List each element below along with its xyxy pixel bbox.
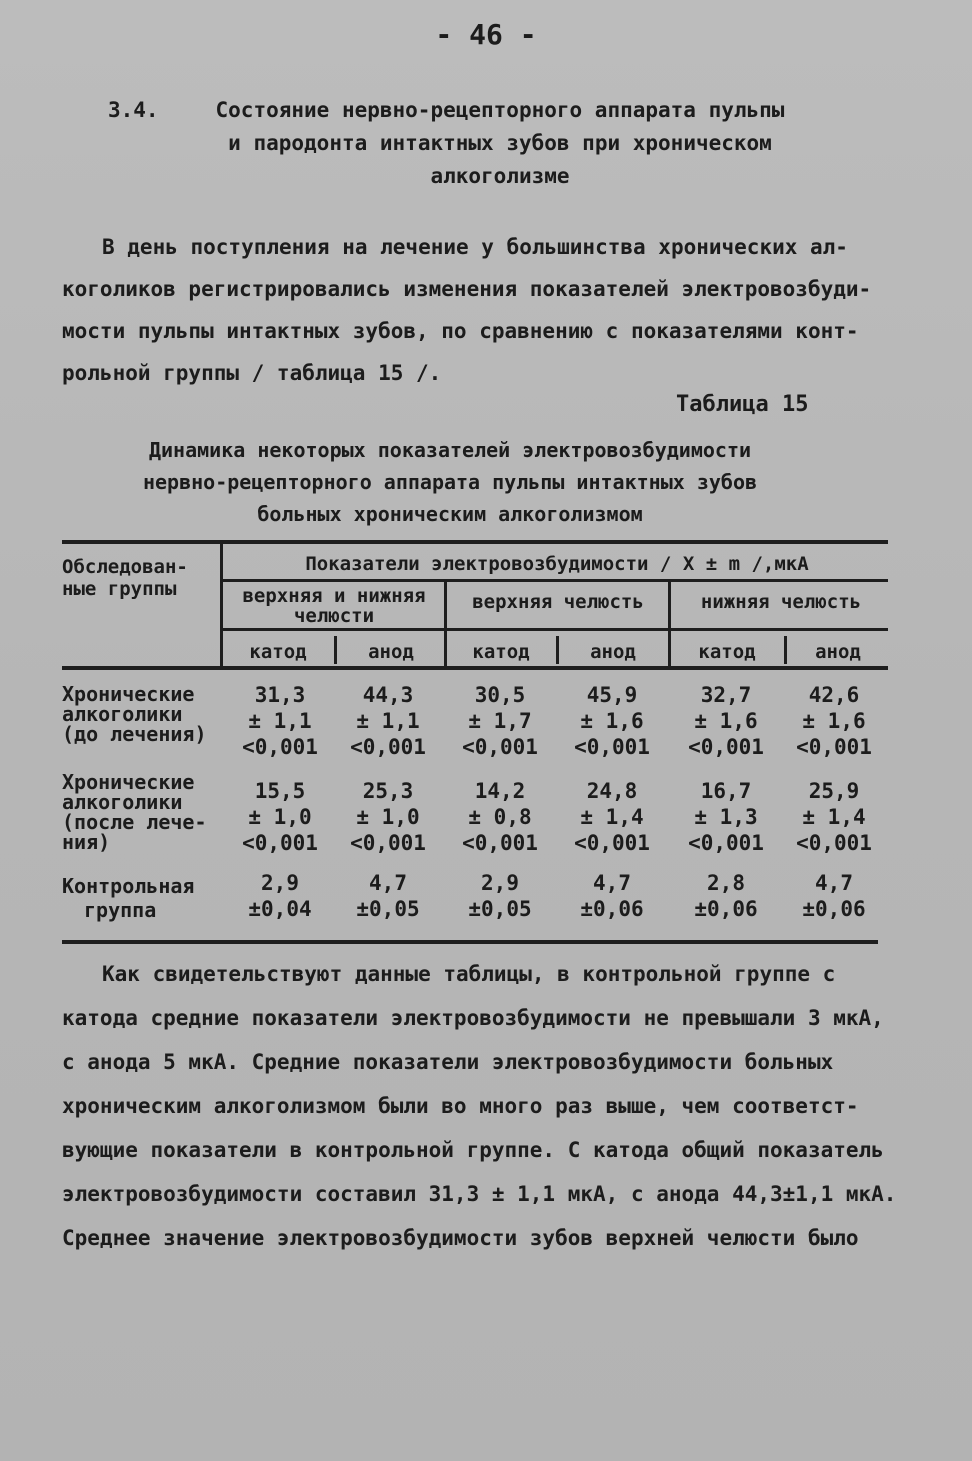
table-label: Таблица 15 <box>676 392 809 417</box>
table-cell: 4,7 ±0,06 <box>580 871 644 921</box>
sub-header: катод <box>698 641 756 663</box>
row-label-line: Хронические <box>62 770 195 794</box>
table-cell: 25,3 ± 1,0 <0,001 <box>350 779 426 855</box>
section-title-line: Состояние нервно-рецепторного аппарата пульпы <box>215 98 785 122</box>
group-header: нижняя челюсть <box>700 591 862 613</box>
row-label-line: алкоголики <box>62 702 183 726</box>
row-label-line: группа <box>84 898 157 922</box>
section-title <box>200 94 800 193</box>
table-divider <box>668 582 671 666</box>
table-cell: 32,7 ± 1,6 <0,001 <box>688 683 764 759</box>
data-table <box>62 540 890 950</box>
section-heading <box>108 94 828 193</box>
table-divider <box>556 636 559 664</box>
row-label-line: (до лечения) <box>62 722 207 746</box>
table-header-rule <box>62 666 888 670</box>
table-cell: 16,7 ± 1,3 <0,001 <box>688 779 764 855</box>
table-cell: 30,5 ± 1,7 <0,001 <box>462 683 538 759</box>
sub-header: катод <box>472 641 530 663</box>
row-label <box>62 684 222 744</box>
table-divider <box>220 544 223 666</box>
table-cell: 24,8 ± 1,4 <0,001 <box>574 779 650 855</box>
table-cell: 15,5 ± 1,0 <0,001 <box>242 779 318 855</box>
paragraph-line: катода средние показатели электровозбудимости не превышали 3 мкА, <box>62 1006 884 1030</box>
paragraph-line: рольной группы / таблица 15 /. <box>62 361 442 385</box>
sub-header: катод <box>249 641 307 663</box>
sub-header: анод <box>368 641 414 663</box>
row-label <box>62 874 222 922</box>
table-top-rule <box>62 540 888 544</box>
paragraph-line: с анода 5 мкА. Средние показатели электровозбудимости больных <box>62 1050 834 1074</box>
table-cell: 2,8 ±0,06 <box>694 871 758 921</box>
table-cell: 31,3 ± 1,1 <0,001 <box>242 683 318 759</box>
sub-header: анод <box>815 641 861 663</box>
table-cell: 4,7 ±0,06 <box>802 871 866 921</box>
corner-header-line: ные группы <box>62 578 177 600</box>
paragraph-line: вующие показатели в контрольной группе. С катода общий показатель <box>62 1138 884 1162</box>
table-cell: 45,9 ± 1,6 <0,001 <box>574 683 650 759</box>
table-divider <box>444 582 447 666</box>
table-cell: 2,9 ±0,05 <box>468 871 532 921</box>
row-label <box>62 772 222 852</box>
table-divider <box>784 636 787 664</box>
paragraph-line: Среднее значение электровозбудимости зубов верхней челюсти было <box>62 1226 859 1250</box>
row-label-line: (после лече- <box>62 810 207 834</box>
table-cell: 44,3 ± 1,1 <0,001 <box>350 683 426 759</box>
table-rule <box>222 628 888 631</box>
paragraph-line: В день поступления на лечение у большинства хронических ал- <box>102 235 848 259</box>
caption-line: Динамика некоторых показателей электровозбудимости <box>148 438 752 462</box>
table-cell: 14,2 ± 0,8 <0,001 <box>462 779 538 855</box>
group-header: верхняя и нижняя челюсти <box>242 585 426 627</box>
section-number: 3.4. <box>108 98 159 122</box>
paragraph-line: электровозбудимости составил 31,3 ± 1,1 мкА, с анода 44,3±1,1 мкА. <box>62 1182 897 1206</box>
discussion-paragraph <box>62 952 922 1260</box>
caption-line: больных хроническим алкоголизмом <box>257 502 643 526</box>
row-label-line: Хронические <box>62 682 195 706</box>
row-label-line: Контрольная <box>62 874 195 898</box>
paragraph-line: Как свидетельствуют данные таблицы, в контрольной группе с <box>102 962 836 986</box>
corner-header <box>62 556 214 600</box>
caption-line: нервно-рецепторного аппарата пульпы интактных зубов <box>142 470 758 494</box>
paragraph-line: коголиков регистрировались изменения показателей электровозбуди- <box>62 277 872 301</box>
corner-header-line: Обследован- <box>62 556 188 578</box>
main-header: Показатели электровозбудимости / X ± m /,мкА <box>305 553 809 575</box>
table-cell: 25,9 ± 1,4 <0,001 <box>796 779 872 855</box>
group-header: верхняя челюсть <box>472 591 644 613</box>
table-cell: 42,6 ± 1,6 <0,001 <box>796 683 872 759</box>
section-title-line: алкоголизме <box>430 164 570 188</box>
table-cell: 2,9 ±0,04 <box>248 871 312 921</box>
intro-paragraph <box>62 226 882 394</box>
table-rule <box>222 579 888 582</box>
row-label-line: алкоголики <box>62 790 183 814</box>
section-title-line: и пародонта интактных зубов при хроническом <box>228 131 772 155</box>
row-label-line: ния) <box>62 830 111 854</box>
table-caption <box>110 434 790 530</box>
table-bottom-rule <box>62 940 878 944</box>
table-divider <box>334 636 337 664</box>
paragraph-line: мости пульпы интактных зубов, по сравнению с показателями конт- <box>62 319 859 343</box>
sub-header: анод <box>590 641 636 663</box>
table-cell: 4,7 ±0,05 <box>356 871 420 921</box>
paragraph-line: хроническим алкоголизмом были во много раз выше, чем соответст- <box>62 1094 859 1118</box>
page-number: - 46 - <box>435 18 537 51</box>
